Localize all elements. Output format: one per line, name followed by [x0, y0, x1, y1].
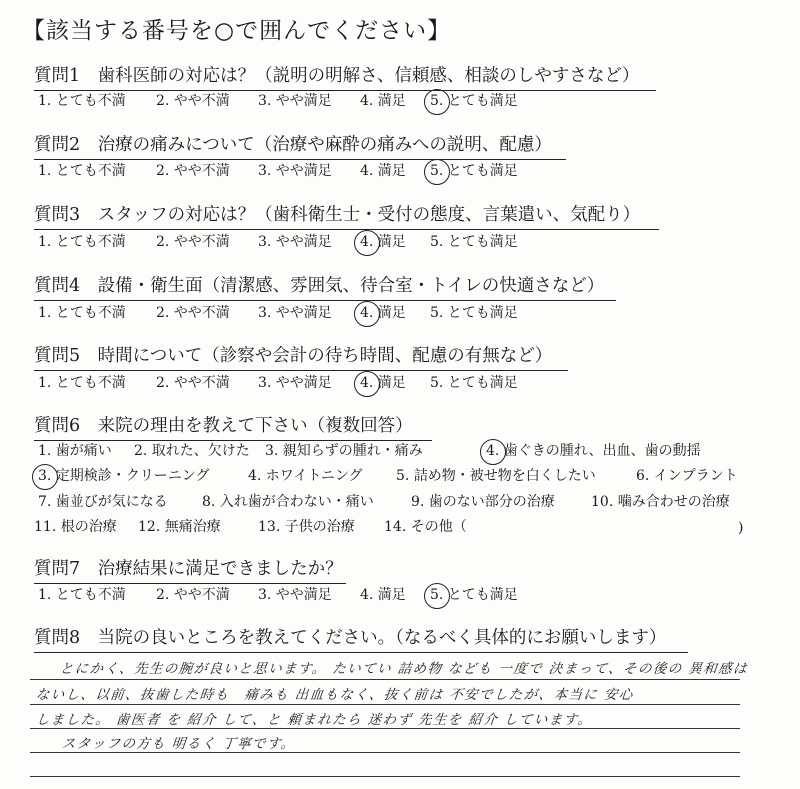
option-1[interactable]: 1. とても不満 [38, 163, 126, 179]
question-2-heading: 質問2 治療の痛みについて（治療や麻酔の痛みへの説明、配慮） [34, 135, 552, 155]
page-title: 【該当する番号を○で囲んでください】 [22, 18, 452, 44]
handwritten-answer-line: スタッフの方も 明るく 丁寧です。 [60, 736, 297, 752]
handwritten-answer-line: とにかく、先生の腕が良いと思います。 たいてい 詰め物 なども 一度で 決まって、その後の 異和感は [58, 661, 749, 677]
option-4[interactable]: 4. 満足 [360, 587, 406, 603]
question-3-underline [34, 229, 659, 230]
question-1-underline [34, 90, 656, 91]
option-3[interactable]: 3. やや満足 [258, 163, 332, 179]
reason-option[interactable]: 7. 歯並びが気になる [38, 494, 168, 510]
reason-option[interactable]: 8. 入れ歯が合わない・痛い [202, 494, 374, 510]
option-3[interactable]: 3. やや満足 [258, 305, 332, 321]
question-2-underline [34, 159, 566, 160]
handwritten-answer-line: ないし、以前、抜歯した時も 痛みも 出血もなく、抜く前は 不安でしたが、本当に 安心 [34, 687, 635, 703]
option-5[interactable]: 5. とても満足 [430, 305, 518, 321]
reason-option[interactable]: 12. 無痛治療 [138, 519, 221, 535]
reason-option[interactable]: 4. ホワイトニング [248, 468, 363, 484]
option-3[interactable]: 3. やや満足 [258, 375, 332, 391]
option-2[interactable]: 2. やや不満 [156, 375, 230, 391]
option-5[interactable]: 5. とても満足 [430, 234, 518, 250]
question-6-underline [34, 440, 432, 441]
option-1[interactable]: 1. とても不満 [38, 375, 126, 391]
question-4-underline [34, 300, 616, 301]
reason-option[interactable]: 13. 子供の治療 [258, 519, 355, 535]
option-3[interactable]: 3. やや満足 [258, 93, 332, 109]
option-4[interactable]: 4. 満足 [360, 93, 406, 109]
reason-option[interactable]: 2. 取れた、欠けた [134, 443, 250, 459]
reason-option[interactable]: 5. 詰め物・被せ物を白くしたい [396, 468, 596, 484]
option-5-circled[interactable]: 5. とても満足 [430, 93, 518, 109]
reason-option[interactable]: 9. 歯のない部分の治療 [411, 494, 555, 510]
question-8-underline [34, 652, 688, 653]
option-2[interactable]: 2. やや不満 [156, 163, 230, 179]
option-1[interactable]: 1. とても不満 [38, 234, 126, 250]
option-4[interactable]: 4. 満足 [360, 163, 406, 179]
option-2[interactable]: 2. やや不満 [156, 305, 230, 321]
handwritten-answer-line: しました。 歯医者 を 紹介 して、と 頼まれたら 迷わず 先生を 紹介 しています。 [34, 712, 594, 728]
reason-option-other[interactable]: 14. その他（ [384, 519, 467, 535]
question-5-heading: 質問5 時間について（診察や会計の待ち時間、配慮の有無など） [34, 346, 553, 366]
question-5-underline [34, 370, 568, 371]
option-2[interactable]: 2. やや不満 [156, 93, 230, 109]
option-2[interactable]: 2. やや不満 [156, 587, 230, 603]
answer-line-1 [30, 679, 740, 680]
option-4-circled[interactable]: 4. 満足 [360, 234, 406, 250]
option-3[interactable]: 3. やや満足 [258, 587, 332, 603]
option-5-circled[interactable]: 5. とても満足 [430, 163, 518, 179]
answer-line-3 [30, 728, 740, 729]
option-1[interactable]: 1. とても不満 [38, 587, 126, 603]
reason-option[interactable]: 1. 歯が痛い [38, 443, 112, 459]
question-7-underline [34, 583, 346, 584]
reason-option[interactable]: 3. 親知らずの腫れ・痛み [265, 443, 423, 459]
question-4-heading: 質問4 設備・衛生面（清潔感、雰囲気、待合室・トイレの快適さなど） [34, 276, 605, 296]
option-1[interactable]: 1. とても不満 [38, 93, 126, 109]
question-1-heading: 質問1 歯科医師の対応は？（説明の明解さ、信頼感、相談のしやすさなど） [34, 66, 640, 86]
option-1[interactable]: 1. とても不満 [38, 305, 126, 321]
other-close-paren: ) [738, 520, 744, 536]
question-8-heading: 質問8 当院の良いところを教えてください。（なるべく具体的にお願いします） [34, 628, 667, 648]
option-5[interactable]: 5. とても満足 [430, 375, 518, 391]
option-5-circled[interactable]: 5. とても満足 [430, 587, 518, 603]
option-4-circled[interactable]: 4. 満足 [360, 375, 406, 391]
question-7-heading: 質問7 治療結果に満足できましたか？ [34, 559, 343, 579]
answer-line-2 [30, 704, 740, 705]
question-3-heading: 質問3 スタッフの対応は？（歯科衛生士・受付の態度、言葉遣い、気配り） [34, 205, 641, 225]
option-3[interactable]: 3. やや満足 [258, 234, 332, 250]
reason-option[interactable]: 10. 噛み合わせの治療 [591, 494, 730, 510]
option-4-circled[interactable]: 4. 満足 [360, 305, 406, 321]
answer-line-4 [30, 752, 740, 753]
option-2[interactable]: 2. やや不満 [156, 234, 230, 250]
reason-option-circled[interactable]: 3. 定期検診・クリーニング [38, 468, 210, 484]
answer-line-5 [30, 776, 740, 777]
reason-option[interactable]: 11. 根の治療 [34, 519, 117, 535]
question-6-heading: 質問6 来院の理由を教えて下さい（複数回答） [34, 416, 413, 436]
reason-option[interactable]: 6. インプラント [636, 468, 738, 484]
reason-option-circled[interactable]: 4. 歯ぐきの腫れ、出血、歯の動揺 [486, 443, 701, 459]
